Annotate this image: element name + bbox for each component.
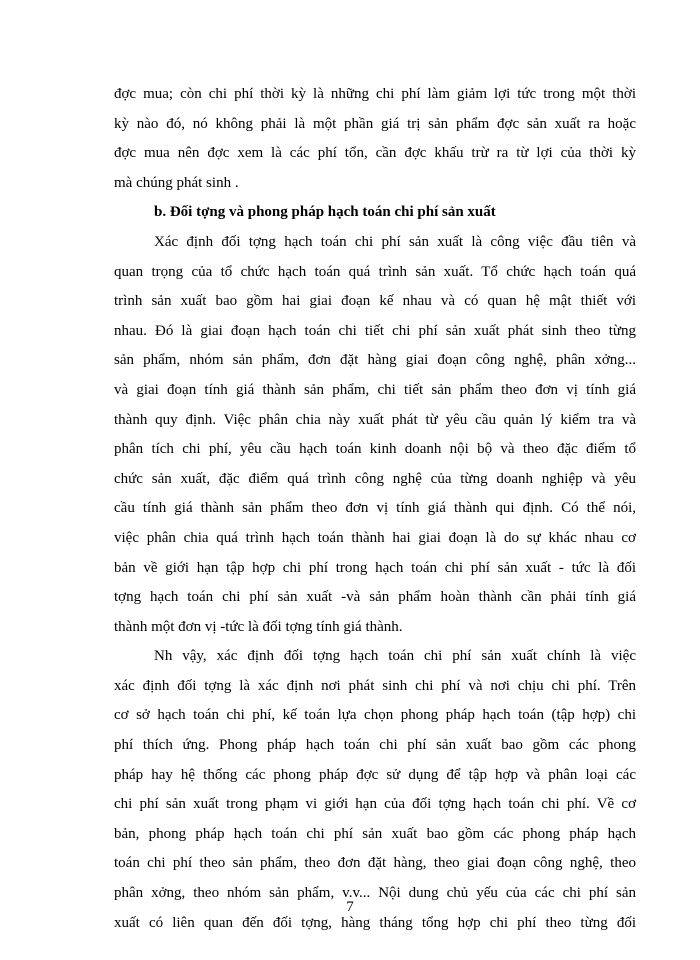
text-line: cơ sở hạch toán chi phí, kế toán lựa chọn phong pháp hạch toán (tập hợp) chi xyxy=(114,707,636,724)
body-text xyxy=(114,80,636,938)
text-line: pháp hay hệ thống các phong pháp đợc sử dụng để tập hợp và phân loại các xyxy=(114,766,636,783)
text-line: phân xởng, theo nhóm sản phẩm, v.v... Nội dung chủ yếu của các chi phí sản xyxy=(114,885,636,902)
text-line: bản, phong pháp hạch toán chi phí sản xuất bao gồm các phong pháp hạch xyxy=(114,825,636,842)
text-line: quan trọng của tổ chức hạch toán quá trình sản xuất. Tổ chức hạch toán quá xyxy=(114,263,636,280)
text-line: và giai đoạn tính giá thành sản phẩm, chi tiết sản phẩm theo đơn vị tính giá xyxy=(114,381,636,398)
section-heading: b. Đối tợng và phong pháp hạch toán chi phí sản xuất xyxy=(154,204,496,221)
text-line: nhau. Đó là giai đoạn hạch toán chi tiết chi phí sản xuất phát sinh theo từng xyxy=(114,322,636,339)
text-line: thành quy định. Việc phân chia này xuất phát từ yêu cầu quản lý kiểm tra và xyxy=(114,411,636,428)
text-line: việc phân chia quá trình hạch toán thành hai giai đoạn là do sự khác nhau cơ xyxy=(114,529,636,546)
text-line: chức sản xuất, đặc điểm quá trình công nghệ của từng doanh nghiệp và yêu xyxy=(114,470,636,487)
text-line: phân tích chi phí, yêu cầu hạch toán kinh doanh nội bộ và theo đặc điểm tổ xyxy=(114,441,636,458)
text-line: toán chi phí theo sản phẩm, theo đơn đặt hàng, theo giai đoạn công nghệ, theo xyxy=(114,855,636,872)
text-line: tợng hạch toán chi phí sản xuất -và sản phẩm hoàn thành cần phải tính giá xyxy=(114,589,636,606)
text-line: đợc mua; còn chi phí thời kỳ là những chi phí làm giảm lợi tức trong một thời xyxy=(114,86,636,102)
text-line: mà chúng phát sinh . xyxy=(114,174,239,191)
text-line: Xác định đối tợng hạch toán chi phí sản xuất là công việc đầu tiên và xyxy=(154,233,636,250)
text-line: bản về giới hạn tập hợp chi phí trong hạch toán chi phí sản xuất - tức là đối xyxy=(114,559,636,576)
text-line: trình sản xuất bao gồm hai giai đoạn kế nhau và có quan hệ mật thiết với xyxy=(114,293,636,310)
text-line: kỳ nào đó, nó không phải là một phần giá trị sản phẩm đợc sản xuất ra hoặc xyxy=(114,115,636,132)
text-line: phí thích ứng. Phong pháp hạch toán chi phí sản xuất bao gồm các phong xyxy=(114,737,636,754)
text-line: xuất có liên quan đến đối tợng, hàng tháng tổng hợp chi phí theo từng đối xyxy=(114,914,636,931)
text-line: cầu tính giá thành sản phẩm theo đơn vị tính giá thành qui định. Có thể nói, xyxy=(114,500,636,517)
text-line: đợc mua nên đợc xem là các phí tổn, cần đợc khấu trừ ra từ lợi của thời kỳ xyxy=(114,145,636,162)
page-number: 7 xyxy=(346,899,354,915)
text-line: thành một đơn vị -tức là đối tợng tính giá thành. xyxy=(114,618,403,635)
text-line: Nh vậy, xác định đối tợng hạch toán chi phí sản xuất chính là việc xyxy=(154,648,636,665)
text-line: sản phẩm, nhóm sản phẩm, đơn đặt hàng giai đoạn công nghệ, phân xởng... xyxy=(114,352,636,369)
text-line: chi phí sản xuất trong phạm vi giới hạn của đối tợng hạch toán chi phí. Về cơ xyxy=(114,796,636,813)
text-line: xác định đối tợng là xác định nơi phát sinh chi phí và nơi chịu chi phí. Trên xyxy=(114,677,636,694)
